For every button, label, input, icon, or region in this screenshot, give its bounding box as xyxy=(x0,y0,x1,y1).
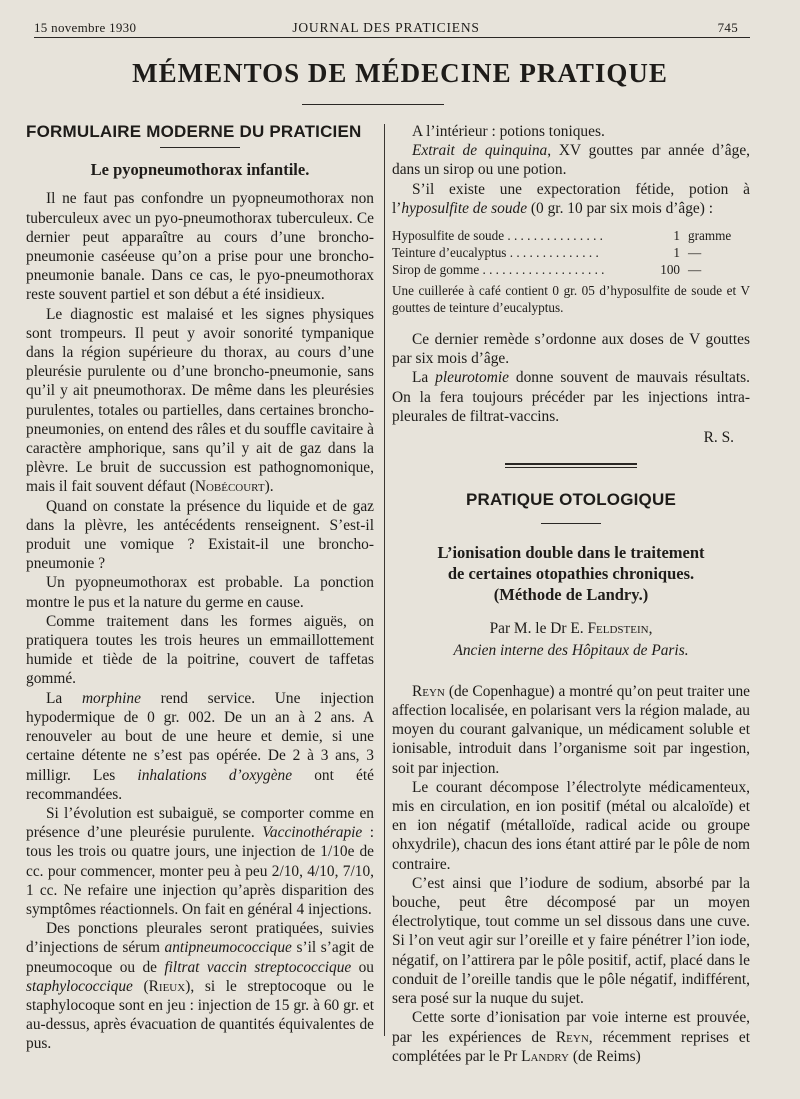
paragraph: Reyn (de Copenhague) a montré qu’on peut traiter une affection localisée, en polarisant vers la région malade, au moyen du courant galvanique, un médicament soluble et ionisable, introduit dans l’organisme soit par ingestion, soit par injection. xyxy=(392,682,750,777)
ingredient-name: Sirop de gomme . . . . . . . . . . . . . . . . . . . xyxy=(392,262,605,278)
formula-note: Une cuillerée à café contient 0 gr. 05 d’hyposulfite de soude et V gouttes de teinture d’eucalyptus. xyxy=(392,283,750,316)
paragraph: S’il existe une expectoration fétide, potion à l’hyposulfite de soude (0 gr. 10 par six mois d’âge) : xyxy=(392,180,750,217)
paragraph: Cette sorte d’ionisation par voie interne est prouvée, par les expériences de Reyn, récemment reprises et complétées par le Pr Landry (de Reims) xyxy=(392,1009,750,1065)
article-title: L’ionisation double dans le traitement de certaines otopathies chroniques. (Méthode de Landry.) xyxy=(437,543,705,605)
prescription-formula xyxy=(392,227,750,278)
paragraph: Il ne faut pas confondre un pyopneumothorax non tuberculeux avec un pyo-pneumothorax tuberculeux. Ce dernier peut apparaître au cours d’une broncho-pneumonie caséeuse qu’on a prise pour une broncho-pneumonie banale. Dans ce cas, le pyo-pneumothorax reste souvent partiel et son début a été insidieux. xyxy=(26,190,374,304)
author-name: Reyn xyxy=(555,1028,589,1046)
paragraph: La morphine rend service. Une injection hypodermique de 0 gr. 002. De un an à 2 ans. A renouveler au bout de une heure et demie, si une certaine détente ne s’est pas opérée. De 2 à 3 ans, 3 milligr. Les inhalations d’oxygène ont été recommandées. xyxy=(26,689,374,803)
page-number: 745 xyxy=(717,20,738,35)
paragraph: Un pyopneumothorax est probable. La ponction montre le pus et la nature du germe en cause. xyxy=(26,574,374,611)
author-name: Feldstein xyxy=(587,620,649,638)
ingredient-unit: — xyxy=(688,262,702,278)
ingredient-name: Hyposulfite de soude . . . . . . . . . . . . . . . xyxy=(392,228,603,244)
right-column xyxy=(392,122,750,1066)
paragraph: Le diagnostic est malaisé et les signes physiques sont trompeurs. Il peut y avoir sonorité tympanique dans la région supérieure du thorax, au cours d’une pleurésie purulente ou d’une broncho-pneumonie, sans qu’il y ait pneumothorax. De même dans les pleurésies purulentes, totales ou partielles, dans certaines broncho-pneumonies, on entend des râles et du souffle cavitaire à caractère amphorique, sans qu’il y ait de gaz dans la plèvre. Le bruit de succussion est pathognomonique, mais il fait souvent défaut (Nobécourt). xyxy=(26,305,374,496)
header-rule xyxy=(34,37,750,38)
author-name: Landry xyxy=(521,1047,569,1065)
article-subtitle: Le pyopneumothorax infantile. xyxy=(90,160,310,180)
section-separator xyxy=(505,463,637,468)
paragraph: Le courant décompose l’électrolyte médicamenteux, mis en circulation, en ion positif (métal ou alcaloïde) et en ion négatif (métalloïde, radical acide ou groupe ohxydrile), chacun des ions étant attiré par le pôle de nom contraire. xyxy=(392,778,750,873)
paragraph: La pleurotomie donne souvent de mauvais résultats. On la fera toujours précéder par les injections intra-pleurales de filtrat-vaccins. xyxy=(392,369,750,425)
title-rule xyxy=(302,104,444,105)
issue-date: 15 novembre 1930 xyxy=(34,20,137,35)
author-name: Rieux xyxy=(148,977,186,995)
section-title-otologique: PRATIQUE OTOLOGIQUE xyxy=(465,490,677,510)
page-title: MÉMENTOS DE MÉDECINE PRATIQUE xyxy=(132,58,668,88)
section-title-formulaire: FORMULAIRE MODERNE DU PRATICIEN xyxy=(26,122,362,141)
byline: Par M. le Dr E. Feldstein, xyxy=(489,620,653,638)
formula-row xyxy=(392,227,750,244)
ingredient-name: Teinture d’eucalyptus . . . . . . . . . . . . . . xyxy=(392,245,599,261)
author-name: Reyn xyxy=(412,682,445,700)
running-head xyxy=(34,16,738,38)
signature: R. S. xyxy=(703,429,734,447)
paragraph: C’est ainsi que l’iodure de sodium, absorbé par la bouche, peut être décomposé par un moyen électrolytique, tout comme un sel dissous dans une cuve. Si l’on veut agir sur l’oreille et y faire pénétrer l’ion iode, négatif, on l’attirera par le pôle positif, actif, placé dans le conduit de l’oreille tandis que le pôle négatif, indifférent, sera posé sur la nuque du sujet. xyxy=(392,874,750,1008)
paragraph: Quand on constate la présence du liquide et de gaz dans la plèvre, les antécédents renseignent. S’est-il produit une vomique ? Existait-il une broncho-pneumonie ? xyxy=(26,497,374,573)
column-divider xyxy=(384,124,385,1036)
ingredient-quantity: 1 xyxy=(673,245,680,261)
ingredient-quantity: 100 xyxy=(660,262,680,278)
section-rule xyxy=(541,523,601,524)
formula-row xyxy=(392,261,750,278)
paragraph: Si l’évolution est subaiguë, se comporter comme en présence d’une pleurésie purulente. Vaccinothérapie : tous les trois ou quatre jours, une injection de 1/10e de cc. pour commencer, monter peu à peu 2/10, 4/10, 7/10, 1 cc. Ne refaire une injection qu’après disparition des symptômes réactionnels. On fait en général 4 injections. xyxy=(26,804,374,918)
ingredient-unit: gramme xyxy=(688,228,732,244)
paragraph: A l’intérieur : potions toniques. xyxy=(412,123,605,140)
paragraph: Extrait de quinquina, XV gouttes par année d’âge, dans un sirop ou une potion. xyxy=(392,142,750,179)
left-column xyxy=(26,122,374,1054)
journal-name: JOURNAL DES PRATICIENS xyxy=(292,20,480,35)
ingredient-quantity: 1 xyxy=(673,228,680,244)
paragraph: Des ponctions pleurales seront pratiquées, suivies d’injections de sérum antipneumococcique s’il s’agit de pneumocoque ou de filtrat vaccin streptococcique ou staphylococcique (Rieux), si le streptocoque ou le staphylocoque sont en jeu : injection de 15 gr. à 60 gr. et au-dessus, après évacuation de quantités équivalentes de pus. xyxy=(26,920,374,1053)
formula-row xyxy=(392,244,750,261)
author-name: Nobécourt xyxy=(194,478,265,496)
author-affiliation: Ancien interne des Hôpitaux de Paris. xyxy=(453,641,689,659)
section-rule xyxy=(160,147,240,148)
ingredient-unit: — xyxy=(688,245,702,261)
paragraph: Ce dernier remède s’ordonne aux doses de V gouttes par six mois d’âge. xyxy=(392,331,750,368)
paragraph: Comme traitement dans les formes aiguës, on pratiquera toutes les trois heures un emmaillottement humide et tiède de la poitrine, couvert de taffetas gommé. xyxy=(26,612,374,688)
